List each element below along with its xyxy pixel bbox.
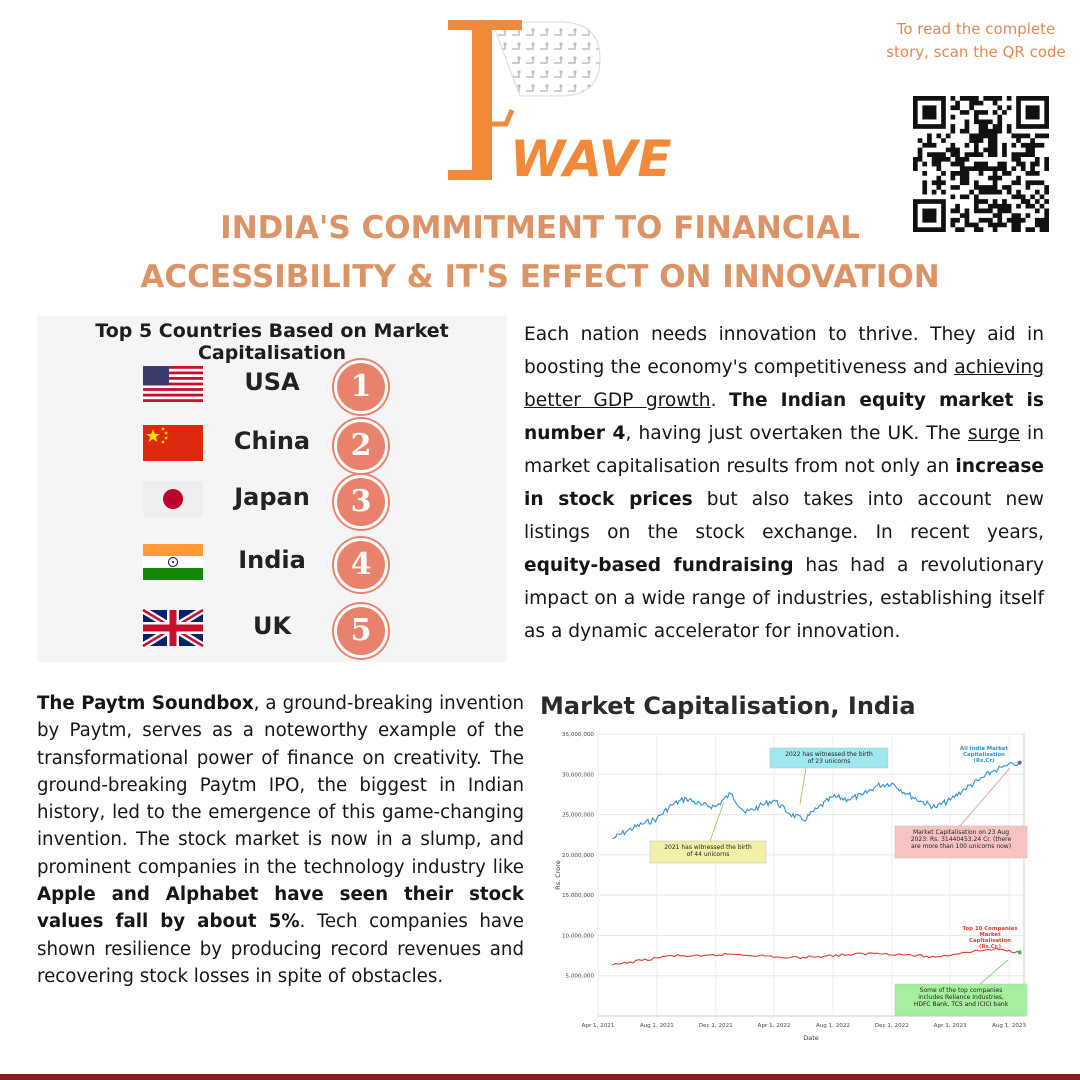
- annotation-text: [911, 829, 1012, 850]
- y-tick-label: 30,000,000: [561, 772, 594, 779]
- y-tick-label: 35,000,000: [561, 732, 594, 738]
- rank-row-india: [37, 532, 507, 592]
- ip-wave-logo: [440, 14, 672, 188]
- bottom-bar: [0, 1074, 1080, 1080]
- qr-caption: To read the complete story, scan the QR code: [886, 20, 1066, 61]
- country-name: USA: [244, 368, 300, 396]
- text-run: in market capitalisation results from not only an: [524, 423, 1044, 477]
- annotation-line: HDFC Bank, TCS and ICICI bank: [913, 1001, 1009, 1008]
- logo-word: WAVE: [510, 130, 672, 188]
- series-label-line: Top 10 Companies: [962, 926, 1018, 932]
- market-cap-chart: [540, 724, 1040, 1050]
- series-label-line: (Rs.Cr.): [978, 944, 1002, 950]
- y-axis-label: Rs. Crore: [554, 860, 562, 890]
- uk-flag-icon: [143, 610, 203, 646]
- y-tick-label: 5,000,000: [565, 973, 594, 980]
- text-run: . Tech companies have shown resilience by producing record revenues and recovering stock losses in spite of obstacles.: [37, 911, 524, 987]
- rank-row-uk: [37, 598, 507, 658]
- country-name: India: [238, 546, 306, 574]
- bold-text: increase in stock prices: [524, 456, 1044, 510]
- text-run: .: [710, 390, 730, 411]
- y-tick-label: 10,000,000: [561, 933, 594, 940]
- x-tick-label: Apr 1, 2023: [933, 1023, 967, 1029]
- plot-area: [598, 734, 1024, 1016]
- rank-badge: 3: [334, 475, 388, 529]
- bold-text: equity-based fundraising: [524, 555, 794, 576]
- series-label-line: Market: [979, 932, 1001, 938]
- qr-finder: [1026, 105, 1040, 119]
- x-tick-label: Dec 1, 2022: [874, 1023, 909, 1029]
- y-tick-label: 15,000,000: [561, 893, 594, 900]
- text-run: but also takes into account new listings on the stock exchange. In recent years,: [524, 489, 1044, 543]
- headline-line-2: ACCESSIBILITY & IT'S EFFECT ON INNOVATION: [140, 259, 940, 295]
- paytm-paragraph: [37, 690, 524, 990]
- headline-line-1: INDIA'S COMMITMENT TO FINANCIAL: [220, 210, 860, 246]
- rank-badge: 5: [334, 604, 388, 658]
- series-label-line: (Rs.Cr): [973, 758, 995, 764]
- x-axis-label: Date: [803, 1034, 819, 1042]
- bold-text: Apple and Alphabet have seen their stock values fall by about 5%: [37, 884, 524, 933]
- x-tick-label: Aug 1, 2021: [639, 1023, 674, 1029]
- x-tick-label: Aug 1, 2022: [815, 1023, 850, 1029]
- country-name: Japan: [234, 483, 310, 511]
- rank-badge: 1: [334, 360, 388, 414]
- india-flag-icon: [143, 544, 203, 580]
- rank-badge: 2: [334, 419, 388, 473]
- headline: [0, 204, 1080, 302]
- y-tick-label: 20,000,000: [561, 852, 594, 859]
- text-run: has had a revolutionary impact on a wide range of industries, establishing itself as a dynamic accelerator for innovation.: [524, 555, 1044, 642]
- annotation-text: [914, 987, 1009, 1008]
- annotation-line: 2022 has witnessed the birth: [785, 751, 873, 758]
- card-title: Top 5 Countries Based on Market Capitalisation: [95, 320, 449, 364]
- chart-title: Market Capitalisation, India: [540, 692, 916, 720]
- top-countries-card: [37, 316, 507, 662]
- annotation-line: 2021 has witnessed the birth: [664, 844, 752, 851]
- annotation-line: of 44 unicorns: [686, 851, 730, 858]
- country-name: China: [233, 427, 311, 455]
- annotation-line: includes Reliance Industries,: [918, 994, 1004, 1001]
- series-endpoint: [1018, 761, 1022, 765]
- x-tick-label: Apr 1, 2022: [757, 1023, 791, 1029]
- qr-finder: [922, 105, 936, 119]
- china-flag-icon: [143, 425, 203, 461]
- rank-row-japan: [37, 469, 507, 529]
- text-run: , having just overtaken the UK. The: [625, 423, 968, 444]
- text-run: Each nation needs innovation to thrive. They aid in boosting the economy's competitiveness and: [524, 324, 1044, 378]
- series-endpoint: [1018, 950, 1022, 954]
- country-name: UK: [252, 612, 292, 640]
- annotation-line: are more than 100 unicorns now): [910, 843, 1012, 850]
- annotation-line: of 23 unicorns: [807, 758, 851, 765]
- underlined-text: surge: [967, 423, 1020, 444]
- bold-text: The Paytm Soundbox: [37, 693, 254, 714]
- rank-row-usa: [37, 354, 507, 414]
- series-label-line: Capitalisation: [968, 938, 1012, 944]
- us-flag-icon: [143, 366, 203, 402]
- rank-badge: 4: [334, 538, 388, 592]
- annotation-line: Some of the top companies: [919, 987, 1003, 994]
- annotation-line: 2023: Rs. 31440453.24 Cr. (there: [910, 836, 1012, 843]
- annotation-line: Market Capitalisation on 23 Aug: [912, 829, 1010, 836]
- text-run: , a ground-breaking invention by Paytm, serves as a noteworthy example of the transformational power of finance on creativity. The ground-breaking Paytm IPO, the biggest in Indian history, led to the emergence of this game-changing invention. The stock market is now in a slump, and prominent companies in the technology industry like: [37, 693, 524, 878]
- rank-row-china: [37, 413, 507, 473]
- underlined-text: achieving better GDP growth: [524, 357, 1044, 411]
- x-tick-label: Apr 1, 2021: [581, 1023, 615, 1029]
- bold-text: The Indian equity market is number 4: [524, 390, 1044, 444]
- y-tick-label: 25,000,000: [561, 812, 594, 819]
- x-tick-label: Dec 1, 2021: [698, 1023, 733, 1029]
- japan-flag-icon: [143, 481, 203, 517]
- x-tick-label: Aug 1, 2023: [992, 1023, 1027, 1029]
- innovation-paragraph: [524, 318, 1044, 648]
- series-label-line: Capitalisation: [962, 752, 1006, 758]
- series-label-line: All India Market: [959, 746, 1009, 752]
